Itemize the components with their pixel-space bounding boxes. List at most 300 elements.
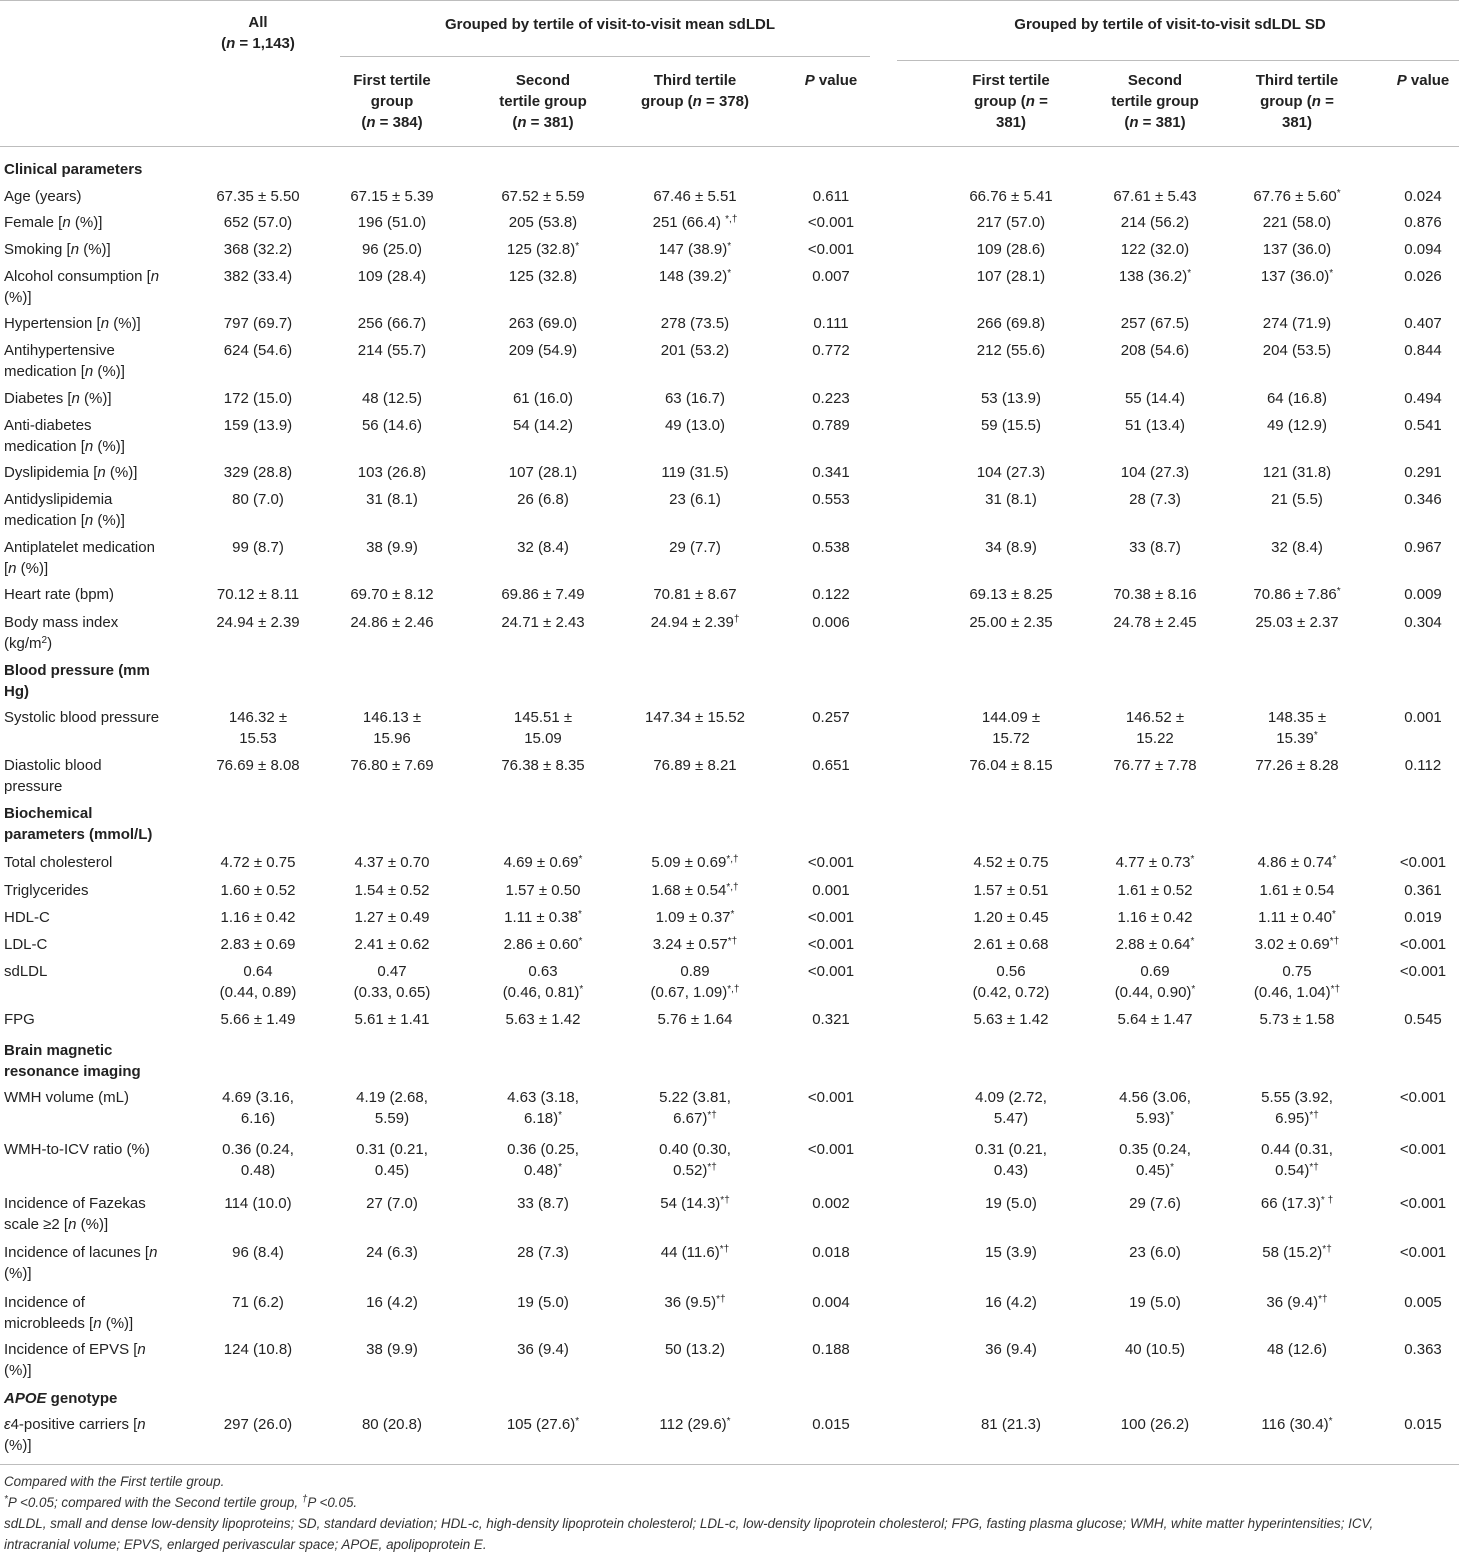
- header-sd-col-3: Third tertile group (n = 381): [1255, 72, 1339, 131]
- table-cell: 23 (6.1): [669, 491, 721, 508]
- table-cell: 0.007: [812, 268, 850, 285]
- row-label: Female [n (%)]: [4, 214, 103, 231]
- table-cell: 5.22 (3.81, 6.67)*†: [659, 1089, 731, 1127]
- table-cell: 54 (14.2): [512, 417, 574, 434]
- row-label: Hypertension [n (%)]: [4, 315, 141, 332]
- table-cell: 214 (56.2): [1120, 214, 1190, 231]
- table-cell: 55 (14.4): [1124, 390, 1186, 407]
- row-label: Total cholesterol: [4, 854, 113, 871]
- table-cell: 138 (36.2)*: [1118, 268, 1192, 285]
- table-cell: 1.27 ± 0.49: [354, 909, 430, 926]
- table-cell: 0.112: [1404, 757, 1442, 774]
- table-cell: 0.494: [1404, 390, 1442, 407]
- table-cell: 1.16 ± 0.42: [220, 909, 296, 926]
- table-cell: 125 (32.8)*: [506, 241, 580, 258]
- table-cell: 208 (54.6): [1120, 342, 1190, 359]
- table-cell: 0.304: [1404, 614, 1442, 631]
- table-cell: 1.57 ± 0.50: [505, 882, 581, 899]
- table-cell: 0.651: [812, 757, 850, 774]
- table-cell: 70.81 ± 8.67: [653, 586, 737, 603]
- table-cell: 24.71 ± 2.43: [501, 614, 585, 631]
- table-cell: 77.26 ± 8.28: [1255, 757, 1339, 774]
- table-cell: 0.44 (0.31, 0.54)*†: [1261, 1141, 1333, 1179]
- table-cell: <0.001: [807, 936, 855, 953]
- table-cell: 67.46 ± 5.51: [653, 188, 737, 205]
- table-cell: 0.321: [812, 1011, 850, 1028]
- section-heading: Biochemical parameters (mmol/L): [4, 805, 153, 843]
- table-cell: 4.19 (2.68, 5.59): [356, 1089, 428, 1127]
- row-label: WMH volume (mL): [4, 1089, 130, 1106]
- table-cell: 5.61 ± 1.41: [354, 1011, 430, 1028]
- table-cell: 0.015: [812, 1416, 850, 1433]
- table-cell: 0.876: [1404, 214, 1442, 231]
- table-cell: 209 (54.9): [508, 342, 578, 359]
- header-sd-col-4: P value: [1396, 72, 1450, 89]
- table-cell: 2.86 ± 0.60*: [503, 936, 583, 953]
- table-cell: 36 (9.4): [985, 1341, 1037, 1358]
- section-heading: APOE genotype: [4, 1390, 118, 1407]
- table-cell: 1.60 ± 0.52: [220, 882, 296, 899]
- table-cell: 104 (27.3): [976, 464, 1046, 481]
- table-cell: 49 (12.9): [1266, 417, 1328, 434]
- table-cell: 1.68 ± 0.54*,†: [651, 882, 739, 899]
- table-cell: 0.006: [812, 614, 850, 631]
- table-cell: 0.188: [812, 1341, 850, 1358]
- table-cell: 5.63 ± 1.42: [505, 1011, 581, 1028]
- header-mean-col-1: First tertile group (n = 384): [353, 72, 431, 131]
- table-cell: 21 (5.5): [1271, 491, 1323, 508]
- table-cell: 36 (9.4): [517, 1341, 569, 1358]
- table-cell: 116 (30.4)*: [1261, 1416, 1333, 1433]
- table-cell: 0.361: [1404, 882, 1442, 899]
- row-label: Smoking [n (%)]: [4, 241, 111, 258]
- table-cell: 80 (7.0): [232, 491, 284, 508]
- table-cell: 0.004: [812, 1294, 850, 1311]
- table-cell: 2.41 ± 0.62: [354, 936, 430, 953]
- table-cell: 49 (13.0): [664, 417, 726, 434]
- table-cell: 29 (7.6): [1129, 1195, 1181, 1212]
- table-cell: 76.77 ± 7.78: [1113, 757, 1197, 774]
- table-cell: 19 (5.0): [1129, 1294, 1181, 1311]
- table-cell: 80 (20.8): [361, 1416, 423, 1433]
- table-cell: 125 (32.8): [508, 268, 578, 285]
- table-cell: 63 (16.7): [664, 390, 726, 407]
- header-mean-col-2: Second tertile group (n = 381): [499, 72, 587, 131]
- table-cell: 66.76 ± 5.41: [969, 188, 1053, 205]
- header-group-sd-rule: [897, 60, 1459, 61]
- table-cell: 0.772: [812, 342, 850, 359]
- table-cell: <0.001: [1399, 936, 1447, 953]
- table-cell: 1.09 ± 0.37*: [655, 909, 735, 926]
- table-cell: 109 (28.6): [976, 241, 1046, 258]
- table-cell: 4.69 ± 0.69*: [503, 854, 583, 871]
- table-cell: 145.51 ± 15.09: [513, 709, 573, 747]
- table-cell: 70.86 ± 7.86*: [1253, 586, 1341, 603]
- table-cell: 257 (67.5): [1120, 315, 1190, 332]
- table-cell: 19 (5.0): [517, 1294, 569, 1311]
- table-cell: 31 (8.1): [366, 491, 418, 508]
- table-cell: <0.001: [1399, 1244, 1447, 1261]
- table-cell: 40 (10.5): [1124, 1341, 1186, 1358]
- table-cell: 19 (5.0): [985, 1195, 1037, 1212]
- table-cell: 104 (27.3): [1120, 464, 1190, 481]
- table-cell: 5.76 ± 1.64: [657, 1011, 733, 1028]
- table-cell: 29 (7.7): [669, 539, 721, 556]
- header-mean-col-3: Third tertile group (n = 378): [641, 72, 749, 110]
- table-cell: 24.94 ± 2.39: [216, 614, 300, 631]
- row-label: Dyslipidemia [n (%)]: [4, 464, 138, 481]
- table-cell: 0.346: [1404, 491, 1442, 508]
- table-cell: <0.001: [1399, 1141, 1447, 1158]
- table-cell: <0.001: [807, 854, 855, 871]
- table-cell: 217 (57.0): [976, 214, 1046, 231]
- table-cell: 5.73 ± 1.58: [1259, 1011, 1335, 1028]
- table-cell: 0.64 (0.44, 0.89): [219, 963, 297, 1001]
- table-cell: 36 (9.4)*†: [1266, 1294, 1328, 1311]
- row-label: Anti-diabetes medication [n (%)]: [4, 417, 125, 455]
- table-cell: 147 (38.9)*: [658, 241, 732, 258]
- table-cell: 1.20 ± 0.45: [973, 909, 1049, 926]
- table-cell: 28 (7.3): [1129, 491, 1181, 508]
- table-cell: 0.545: [1404, 1011, 1442, 1028]
- table-cell: 137 (36.0): [1262, 241, 1332, 258]
- table-cell: 0.538: [812, 539, 850, 556]
- table-cell: 76.89 ± 8.21: [653, 757, 737, 774]
- table-cell: 100 (26.2): [1120, 1416, 1190, 1433]
- table-cell: 278 (73.5): [660, 315, 730, 332]
- table-cell: 96 (25.0): [361, 241, 423, 258]
- table-cell: 4.63 (3.18, 6.18)*: [507, 1089, 579, 1127]
- table-cell: 99 (8.7): [232, 539, 284, 556]
- header-sd-col-1: First tertile group (n = 381): [972, 72, 1050, 131]
- table-cell: 624 (54.6): [223, 342, 293, 359]
- table-cell: 112 (29.6)*: [659, 1416, 731, 1433]
- table-cell: 24 (6.3): [366, 1244, 418, 1261]
- table-cell: 67.52 ± 5.59: [501, 188, 585, 205]
- row-label: Systolic blood pressure: [4, 709, 160, 726]
- row-label: Alcohol consumption [n (%)]: [4, 268, 160, 306]
- table-cell: 0.002: [812, 1195, 850, 1212]
- table-cell: 54 (14.3)*†: [660, 1195, 730, 1212]
- table-cell: 50 (13.2): [664, 1341, 726, 1358]
- table-cell: 4.37 ± 0.70: [354, 854, 430, 871]
- table-cell: 1.57 ± 0.51: [973, 882, 1049, 899]
- table-cell: 205 (53.8): [508, 214, 578, 231]
- table-cell: 0.541: [1404, 417, 1442, 434]
- table-cell: 0.40 (0.30, 0.52)*†: [659, 1141, 731, 1179]
- table-cell: 48 (12.5): [361, 390, 423, 407]
- table-cell: 1.61 ± 0.54: [1259, 882, 1335, 899]
- table-cell: 148 (39.2)*: [658, 268, 732, 285]
- table-cell: 0.56 (0.42, 0.72): [972, 963, 1050, 1001]
- table-cell: 4.09 (2.72, 5.47): [975, 1089, 1047, 1127]
- table-cell: 16 (4.2): [366, 1294, 418, 1311]
- table-cell: 76.69 ± 8.08: [216, 757, 300, 774]
- table-cell: 0.35 (0.24, 0.45)*: [1119, 1141, 1191, 1179]
- table-cell: 0.31 (0.21, 0.43): [975, 1141, 1047, 1179]
- row-label: Antihypertensive medication [n (%)]: [4, 342, 125, 380]
- table-cell: 5.66 ± 1.49: [220, 1011, 296, 1028]
- table-cell: 1.11 ± 0.40*: [1258, 909, 1336, 926]
- table-cell: 0.75 (0.46, 1.04)*†: [1253, 963, 1341, 1001]
- table-cell: 797 (69.7): [223, 315, 293, 332]
- table-cell: 0.024: [1404, 188, 1442, 205]
- row-label: WMH-to-ICV ratio (%): [4, 1141, 150, 1158]
- table-cell: 67.76 ± 5.60*: [1253, 188, 1341, 205]
- table-cell: 266 (69.8): [976, 315, 1046, 332]
- header-sd-col-2: Second tertile group (n = 381): [1111, 72, 1199, 131]
- row-label: Heart rate (bpm): [4, 586, 115, 603]
- table-cell: 24.78 ± 2.45: [1113, 614, 1197, 631]
- row-label: Age (years): [4, 188, 82, 205]
- row-label: sdLDL: [4, 963, 48, 980]
- row-label: Antidyslipidemia medication [n (%)]: [4, 491, 125, 529]
- table-cell: 0.63 (0.46, 0.81)*: [502, 963, 584, 1001]
- table-cell: 1.16 ± 0.42: [1117, 909, 1193, 926]
- table-cell: 0.223: [812, 390, 850, 407]
- table-cell: 24.86 ± 2.46: [350, 614, 434, 631]
- table-cell: 172 (15.0): [223, 390, 293, 407]
- table-cell: 33 (8.7): [1129, 539, 1181, 556]
- table-cell: <0.001: [807, 1141, 855, 1158]
- table-cell: 0.844: [1404, 342, 1442, 359]
- table-cell: <0.001: [807, 1089, 855, 1106]
- header-group-sd: Grouped by tertile of visit-to-visit sdLDL SD: [1014, 16, 1326, 33]
- table-top-border: [0, 0, 1459, 1]
- table-cell: 23 (6.0): [1129, 1244, 1181, 1261]
- table-cell: 33 (8.7): [517, 1195, 569, 1212]
- table-cell: 382 (33.4): [223, 268, 293, 285]
- table-cell: 32 (8.4): [1271, 539, 1323, 556]
- table-cell: 4.86 ± 0.74*: [1257, 854, 1337, 871]
- row-label: Incidence of Fazekas scale ≥2 [n (%)]: [4, 1195, 146, 1233]
- table-cell: 38 (9.9): [366, 1341, 418, 1358]
- table-cell: 32 (8.4): [517, 539, 569, 556]
- table-cell: 137 (36.0)*: [1260, 268, 1334, 285]
- table-cell: 71 (6.2): [232, 1294, 284, 1311]
- table-cell: 0.47 (0.33, 0.65): [353, 963, 431, 1001]
- header-bottom-rule: [0, 146, 1459, 147]
- table-cell: 0.005: [1404, 1294, 1442, 1311]
- table-cell: 251 (66.4) *,†: [652, 214, 738, 231]
- row-label: Diabetes [n (%)]: [4, 390, 112, 407]
- table-cell: 0.122: [812, 586, 850, 603]
- table-cell: 0.026: [1404, 268, 1442, 285]
- table-cell: 0.967: [1404, 539, 1442, 556]
- table-cell: 25.03 ± 2.37: [1255, 614, 1339, 631]
- table-cell: 1.54 ± 0.52: [354, 882, 430, 899]
- header-all: All (n = 1,143): [221, 14, 295, 52]
- table-cell: 0.36 (0.25, 0.48)*: [507, 1141, 579, 1179]
- table-cell: 0.009: [1404, 586, 1442, 603]
- table-cell: 146.13 ± 15.96: [362, 709, 422, 747]
- table-cell: 144.09 ± 15.72: [981, 709, 1041, 747]
- table-cell: 26 (6.8): [517, 491, 569, 508]
- table-cell: 67.15 ± 5.39: [350, 188, 434, 205]
- table-cell: 3.24 ± 0.57*†: [652, 936, 738, 953]
- table-cell: 212 (55.6): [976, 342, 1046, 359]
- table-cell: 2.61 ± 0.68: [973, 936, 1049, 953]
- table-cell: 0.094: [1404, 241, 1442, 258]
- table-cell: 59 (15.5): [980, 417, 1042, 434]
- table-cell: 3.02 ± 0.69*†: [1254, 936, 1340, 953]
- table-cell: 4.77 ± 0.73*: [1115, 854, 1195, 871]
- table-cell: 297 (26.0): [223, 1416, 293, 1433]
- table-cell: 122 (32.0): [1120, 241, 1190, 258]
- table-cell: <0.001: [807, 241, 855, 258]
- table-cell: 147.34 ± 15.52: [645, 709, 745, 726]
- table-cell: 69.70 ± 8.12: [350, 586, 434, 603]
- table-cell: 51 (13.4): [1124, 417, 1186, 434]
- table-cell: 214 (55.7): [357, 342, 427, 359]
- table-cell: 2.83 ± 0.69: [220, 936, 296, 953]
- table-cell: 16 (4.2): [985, 1294, 1037, 1311]
- table-cell: <0.001: [807, 214, 855, 231]
- table-cell: 4.52 ± 0.75: [973, 854, 1049, 871]
- row-label: Triglycerides: [4, 882, 89, 899]
- table-cell: 67.35 ± 5.50: [216, 188, 300, 205]
- table-cell: 4.56 (3.06, 5.93)*: [1119, 1089, 1191, 1127]
- table-cell: 15 (3.9): [985, 1244, 1037, 1261]
- table-cell: <0.001: [807, 963, 855, 980]
- table-cell: 0.291: [1404, 464, 1442, 481]
- table-cell: 5.09 ± 0.69*,†: [651, 854, 739, 871]
- table-cell: 4.69 (3.16, 6.16): [222, 1089, 294, 1127]
- table-cell: 0.89 (0.67, 1.09)*,†: [650, 963, 740, 1001]
- table-cell: 0.69 (0.44, 0.90)*: [1114, 963, 1196, 1001]
- table-cell: 69.13 ± 8.25: [969, 586, 1053, 603]
- table-cell: 0.36 (0.24, 0.48): [222, 1141, 294, 1179]
- table-cell: 5.64 ± 1.47: [1117, 1011, 1193, 1028]
- table-cell: 53 (13.9): [980, 390, 1042, 407]
- table-cell: <0.001: [1399, 1195, 1447, 1212]
- table-cell: 114 (10.0): [224, 1195, 292, 1212]
- table-cell: 2.88 ± 0.64*: [1115, 936, 1195, 953]
- table-cell: 652 (57.0): [223, 214, 293, 231]
- table-cell: <0.001: [1399, 854, 1447, 871]
- table-cell: 56 (14.6): [361, 417, 423, 434]
- table-cell: 61 (16.0): [512, 390, 574, 407]
- header-group-mean-rule: [340, 56, 870, 57]
- table-cell: 0.111: [813, 315, 849, 332]
- table-cell: 70.12 ± 8.11: [216, 586, 300, 603]
- table-cell: 34 (8.9): [985, 539, 1037, 556]
- table-cell: 25.00 ± 2.35: [969, 614, 1053, 631]
- table-cell: 5.55 (3.92, 6.95)*†: [1261, 1089, 1333, 1127]
- table-cell: 107 (28.1): [976, 268, 1046, 285]
- table-cell: <0.001: [1399, 963, 1447, 980]
- table-cell: 70.38 ± 8.16: [1113, 586, 1197, 603]
- table-cell: 103 (26.8): [357, 464, 427, 481]
- table-cell: 0.31 (0.21, 0.45): [356, 1141, 428, 1179]
- table-cell: 67.61 ± 5.43: [1113, 188, 1197, 205]
- row-label: Incidence of EPVS [n (%)]: [4, 1341, 146, 1379]
- table-cell: 196 (51.0): [357, 214, 427, 231]
- table-cell: <0.001: [1399, 1089, 1447, 1106]
- table-cell: 0.611: [812, 188, 850, 205]
- row-label: Antiplatelet medication [n (%)]: [4, 539, 155, 577]
- table-cell: 0.015: [1404, 1416, 1442, 1433]
- table-footnote: *P <0.05; compared with the Second tertile group, †P <0.05.: [4, 1494, 358, 1510]
- table-cell: 31 (8.1): [985, 491, 1037, 508]
- table-cell: 201 (53.2): [660, 342, 730, 359]
- row-label: Body mass index $(kg/m^2)$: [4, 614, 119, 652]
- table-cell: 256 (66.7): [357, 315, 427, 332]
- table-cell: 64 (16.8): [1266, 390, 1328, 407]
- table-footnote: Compared with the First tertile group.: [4, 1474, 225, 1489]
- section-heading: Blood pressure (mm Hg): [4, 662, 150, 700]
- row-label: LDL-C: [4, 936, 48, 953]
- row-label: FPG: [4, 1011, 35, 1028]
- table-bottom-rule: [0, 1464, 1459, 1465]
- table-cell: 48 (12.6): [1266, 1341, 1328, 1358]
- table-cell: 24.94 ± 2.39†: [650, 614, 740, 631]
- table-cell: 58 (15.2)*†: [1262, 1244, 1332, 1261]
- table-cell: 69.86 ± 7.49: [501, 586, 585, 603]
- table-cell: 44 (11.6)*†: [660, 1244, 730, 1261]
- table-cell: 0.407: [1404, 315, 1442, 332]
- table-cell: 96 (8.4): [232, 1244, 284, 1261]
- table-cell: 124 (10.8): [223, 1341, 293, 1358]
- table-cell: 274 (71.9): [1262, 315, 1332, 332]
- table-cell: 263 (69.0): [508, 315, 578, 332]
- table-cell: 28 (7.3): [517, 1244, 569, 1261]
- table-cell: 4.72 ± 0.75: [220, 854, 296, 871]
- table-cell: 148.35 ± 15.39*: [1267, 709, 1327, 747]
- table-cell: 0.019: [1404, 909, 1442, 926]
- row-label: Diastolic blood pressure: [4, 757, 102, 795]
- table-cell: 221 (58.0): [1262, 214, 1332, 231]
- table-cell: 0.001: [812, 882, 850, 899]
- table-footnote: sdLDL, small and dense low-density lipoproteins; SD, standard deviation; HDL-c, high-density lipoprotein cholesterol; LDL-c, low-density lipoprotein cholesterol; FPG, fasting plasma glucose; WMH, white matter hyperintensities; ICV, intracranial volume; EPVS, enlarged perivascular space; APOE, apolipoprotein E.: [4, 1516, 1374, 1552]
- row-label: ε4-positive carriers [n (%)]: [4, 1416, 146, 1454]
- table-cell: 204 (53.5): [1262, 342, 1332, 359]
- row-label: HDL-C: [4, 909, 50, 926]
- table-cell: 146.52 ± 15.22: [1125, 709, 1185, 747]
- table-cell: 5.63 ± 1.42: [973, 1011, 1049, 1028]
- row-label: Incidence of lacunes [n (%)]: [4, 1244, 158, 1282]
- section-heading: Clinical parameters: [4, 161, 143, 178]
- header-group-mean: Grouped by tertile of visit-to-visit mean sdLDL: [444, 16, 776, 33]
- table-cell: 27 (7.0): [366, 1195, 418, 1212]
- table-cell: 81 (21.3): [980, 1416, 1042, 1433]
- table-cell: 105 (27.6)*: [506, 1416, 580, 1433]
- table-cell: 0.341: [812, 464, 850, 481]
- section-heading: Brain magnetic resonance imaging: [4, 1042, 141, 1080]
- row-label: Incidence of microbleeds [n (%)]: [4, 1294, 134, 1332]
- table-cell: 0.257: [812, 709, 850, 726]
- table-cell: 121 (31.8): [1262, 464, 1332, 481]
- table-cell: 38 (9.9): [366, 539, 418, 556]
- table-cell: 0.001: [1404, 709, 1442, 726]
- table-cell: <0.001: [807, 909, 855, 926]
- table-cell: 146.32 ± 15.53: [228, 709, 288, 747]
- table-cell: 109 (28.4): [357, 268, 427, 285]
- table-cell: 107 (28.1): [508, 464, 578, 481]
- table-cell: 0.018: [812, 1244, 850, 1261]
- table-cell: 1.11 ± 0.38*: [504, 909, 582, 926]
- table-cell: 0.553: [812, 491, 850, 508]
- table-cell: 0.363: [1404, 1341, 1442, 1358]
- table-cell: 0.789: [812, 417, 850, 434]
- table-cell: 36 (9.5)*†: [664, 1294, 726, 1311]
- header-mean-col-4: P value: [804, 72, 858, 89]
- table-cell: 66 (17.3)* †: [1260, 1195, 1334, 1212]
- table-cell: 1.61 ± 0.52: [1117, 882, 1193, 899]
- table-cell: 76.04 ± 8.15: [969, 757, 1053, 774]
- table-cell: 76.38 ± 8.35: [501, 757, 585, 774]
- table-cell: 159 (13.9): [223, 417, 293, 434]
